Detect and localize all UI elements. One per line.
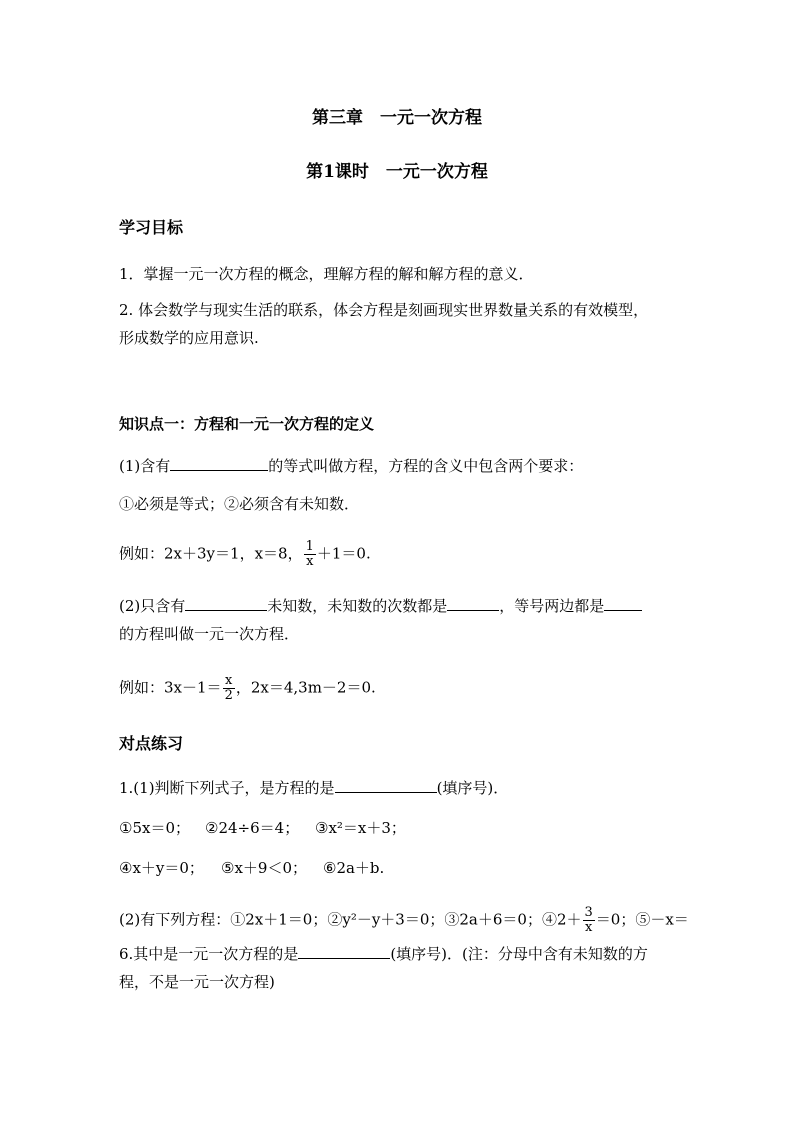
question-1-1-suffix: (填序号)．	[436, 779, 509, 797]
option-item: ②24÷6＝4；	[205, 819, 300, 837]
answer-blank[interactable]	[604, 596, 642, 611]
question-1-2-suffix: ＝0；⑤－x＝	[595, 910, 689, 929]
definition-1-requirements: ①必须是等式；②必须含有未知数．	[119, 495, 360, 513]
question-1-2-line-2-suffix: (填序号)．(注：分母中含有未知数的方	[390, 945, 648, 963]
example-2	[119, 674, 376, 703]
example-1-label: 例如：	[119, 544, 165, 563]
question-1-options-row-2	[119, 858, 384, 878]
question-1-options-row-1	[119, 818, 406, 838]
answer-blank[interactable]	[298, 944, 390, 959]
option-item: ⑤x＋9＜0；	[221, 859, 307, 877]
definition-2-mid-1: 未知数，未知数的次数都是	[267, 597, 448, 615]
fraction-denominator: x	[584, 920, 593, 935]
fraction-numerator: 3	[584, 905, 593, 920]
example-2-label: 例如：	[119, 678, 165, 697]
fraction-x-over-2	[223, 674, 235, 703]
example-2-part-a: 3x－1＝	[164, 678, 222, 697]
fraction-denominator: 2	[224, 688, 233, 703]
chapter-title: 第三章 一元一次方程	[312, 108, 482, 128]
option-item: ①5x＝0；	[119, 819, 190, 837]
definition-2	[119, 596, 642, 616]
option-item: ③x²＝x＋3；	[315, 819, 406, 837]
question-1-1-prefix: 1.(1)判断下列式子，是方程的是	[119, 779, 335, 797]
answer-blank[interactable]	[185, 596, 267, 611]
definition-2-prefix: (2)只含有	[119, 597, 186, 615]
answer-blank[interactable]	[447, 596, 499, 611]
example-1-part-b: ＋1＝0.	[316, 544, 371, 563]
objective-1: 1．掌握一元一次方程的概念，理解方程的解和解方程的意义．	[119, 265, 534, 283]
question-1-2-line-3: 程，不是一元一次方程)	[119, 973, 275, 991]
definition-1-prefix: (1)含有	[119, 457, 171, 475]
fraction-1-over-x	[304, 540, 316, 569]
example-1-part-a: 2x＋3y＝1，x＝8，	[164, 544, 303, 563]
question-1-1	[119, 778, 508, 798]
example-1	[119, 540, 371, 569]
fraction-numerator: x	[223, 674, 235, 689]
fraction-numerator: 1	[305, 539, 314, 554]
option-item: ④x＋y＝0；	[119, 859, 204, 877]
practice-heading: 对点练习	[119, 734, 184, 753]
definition-2-mid-2: ，等号两边都是	[499, 597, 605, 615]
question-1-2	[119, 906, 689, 935]
example-2-part-b: ，2x＝4,3m－2＝0.	[235, 678, 376, 697]
question-1-2-line-2	[119, 944, 648, 964]
objective-2-line-1: 2. 体会数学与现实生活的联系，体会方程是刻画现实世界数量关系的有效模型，	[119, 301, 649, 319]
question-1-2-prefix: (2)有下列方程：①2x＋1＝0；②y²－y＋3＝0；③2a＋6＝0；④2＋	[119, 910, 582, 929]
answer-blank[interactable]	[335, 778, 437, 793]
lesson-title: 第1课时 一元一次方程	[306, 162, 488, 182]
objectives-heading: 学习目标	[119, 218, 184, 237]
fraction-denominator: x	[306, 554, 314, 569]
option-item: ⑥2a＋b.	[323, 859, 385, 877]
objective-2-line-2: 形成数学的应用意识.	[119, 329, 259, 347]
definition-1-suffix: 的等式叫做方程，方程的含义中包含两个要求：	[268, 457, 584, 475]
knowledge-heading: 知识点一：方程和一元一次方程的定义	[119, 415, 375, 433]
answer-blank[interactable]	[170, 456, 268, 471]
definition-2-line-2: 的方程叫做一元一次方程．	[119, 625, 300, 643]
definition-1	[119, 456, 583, 476]
fraction-3-over-x	[583, 906, 595, 935]
question-1-2-line-2-prefix: 6.其中是一元一次方程的是	[119, 945, 299, 963]
